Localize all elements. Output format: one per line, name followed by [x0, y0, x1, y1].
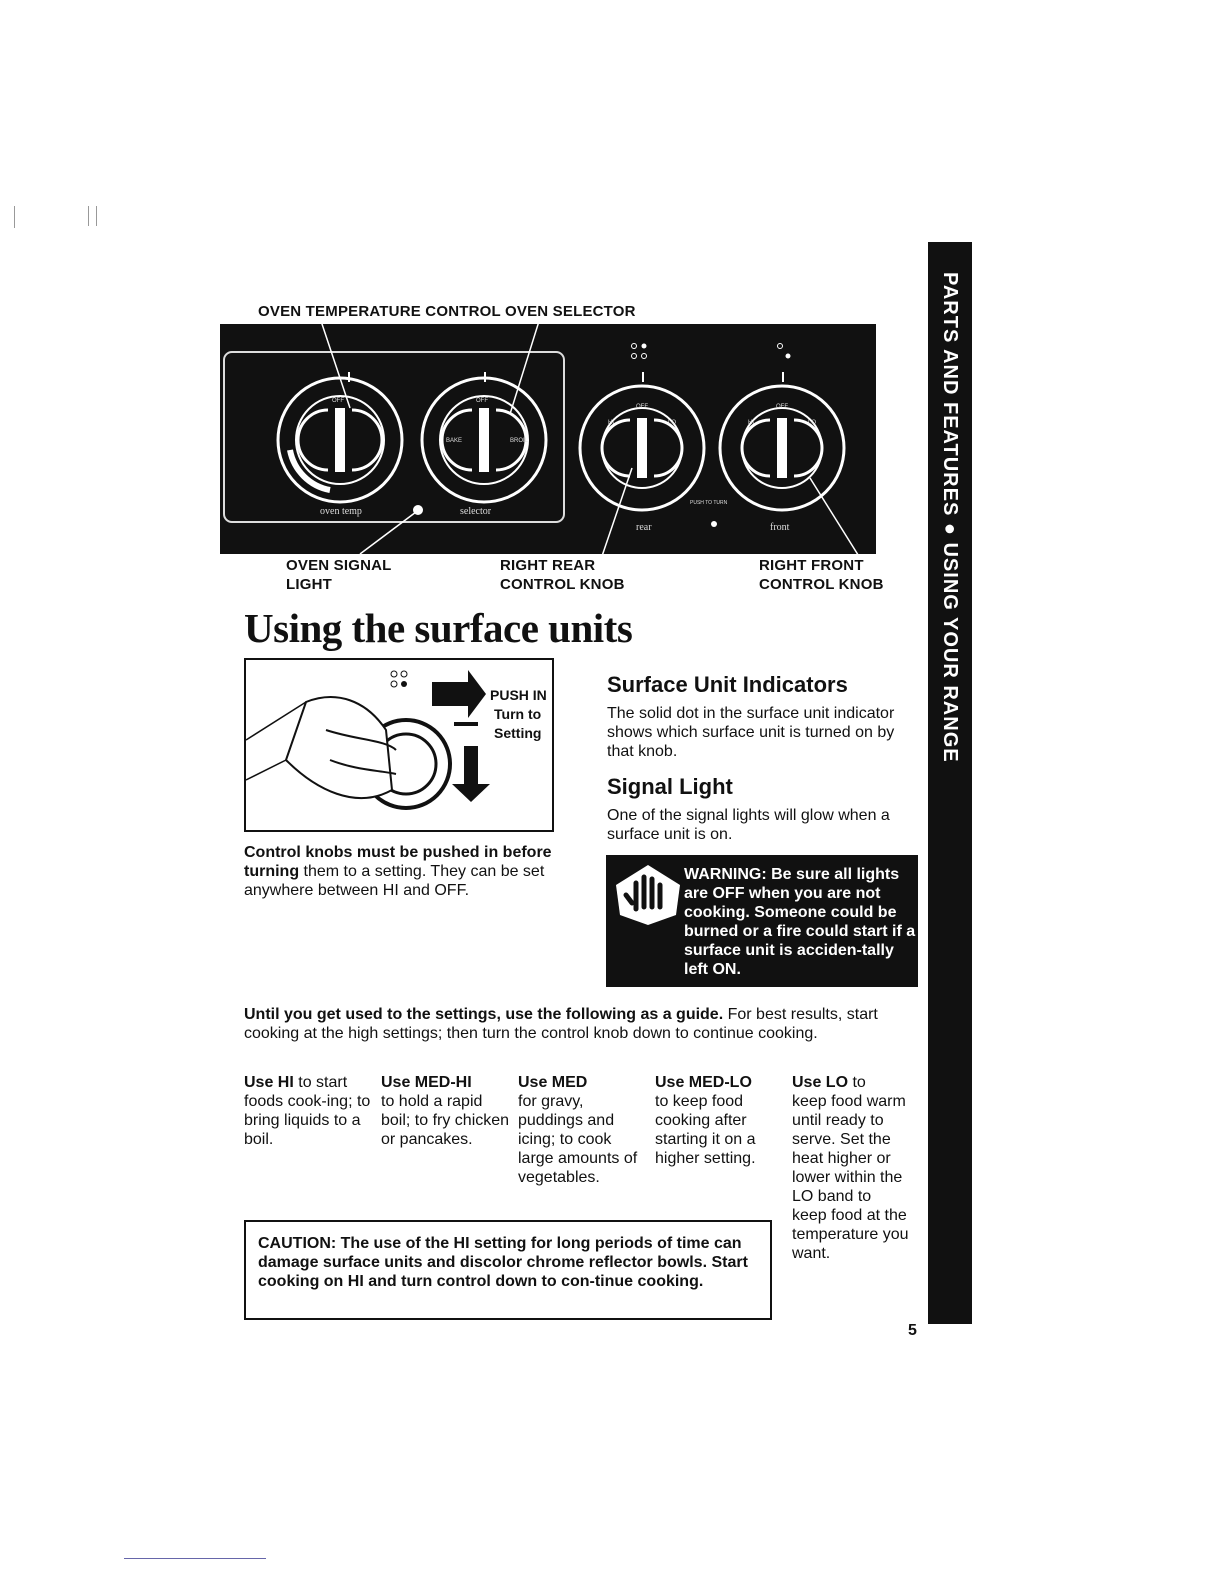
figure-labels: PUSH IN Turn to Setting [490, 687, 547, 741]
svg-text:LO: LO [668, 420, 677, 426]
label-front: front [770, 522, 790, 533]
signal-text: One of the signal lights will glow when a surface unit is on. [607, 807, 890, 843]
warning-box [606, 855, 918, 987]
label-selector: selector [460, 506, 492, 517]
label-push-to-turn: PUSH TO TURN [690, 500, 728, 506]
svg-text:HI: HI [748, 420, 754, 426]
svg-text:LO: LO [808, 420, 817, 426]
caption-right-front-knob: RIGHT FRONT CONTROL KNOB [759, 557, 884, 593]
setting-lo: Use LO to keep food warm until ready to serve. Set the heat higher or lower within the LO band to keep food at the temperature you want. [792, 1074, 909, 1262]
svg-text:HI: HI [608, 420, 614, 426]
caption-oven-signal-light: OVEN SIGNAL LIGHT [286, 557, 392, 593]
svg-text:BROIL: BROIL [510, 438, 529, 444]
heading-signal-light: Signal Light [607, 774, 733, 799]
caption-oven-temperature-control: OVEN TEMPERATURE CONTROL [258, 303, 501, 320]
caption-right-rear-knob: RIGHT REAR CONTROL KNOB [500, 557, 625, 593]
label-oven-temp: oven temp [320, 506, 362, 517]
setting-med-lo: Use MED-LO to keep food cooking after starting it on a higher setting. [655, 1074, 756, 1167]
svg-text:OFF: OFF [636, 404, 648, 410]
warning-text: WARNING: Be sure all lights are OFF when you are not cooking. Someone could be burned or a fire could start if a surface unit is acciden-tally left ON. [684, 866, 916, 978]
knob-figure [244, 658, 554, 832]
knob-caption: Control knobs must be pushed in before turning them to a setting. They can be set anywhere between HI and OFF. [244, 844, 552, 899]
indicators-text: The solid dot in the surface unit indicator shows which surface unit is turned on by that knob. [607, 705, 895, 760]
svg-text:OFF: OFF [332, 398, 344, 404]
guide-paragraph: Until you get used to the settings, use the following as a guide. For best results, start cooking at the high settings; then turn the control knob down to continue cooking. [244, 1006, 878, 1042]
footer-rule [124, 1558, 266, 1559]
scan-mark [88, 206, 89, 226]
page-title: Using the surface units [244, 605, 633, 651]
setting-hi: Use HI to start foods cook-ing; to bring liquids to a boil. [244, 1074, 371, 1148]
oven-temp-knob [278, 378, 402, 502]
page-number: 5 [908, 1322, 917, 1339]
heading-surface-unit-indicators: Surface Unit Indicators [607, 672, 848, 697]
caution-box [244, 1220, 772, 1320]
scan-mark [96, 206, 97, 226]
control-panel-illustration [220, 318, 876, 554]
sidebar-label: PARTS AND FEATURES ● USING YOUR RANGE [939, 272, 961, 763]
caption-oven-selector: OVEN SELECTOR [505, 303, 636, 320]
scan-mark [14, 206, 15, 228]
label-rear: rear [636, 522, 652, 533]
svg-text:OFF: OFF [776, 404, 788, 410]
setting-med-hi: Use MED-HI to hold a rapid boil; to fry chicken or pancakes. [381, 1074, 510, 1148]
setting-med: Use MED for gravy, puddings and icing; to cook large amounts of vegetables. [518, 1074, 638, 1186]
svg-text:OFF: OFF [476, 398, 488, 404]
section-sidebar [928, 242, 972, 1324]
caution-text: CAUTION: The use of the HI setting for long periods of time can damage surface units and discolor chrome reflector bowls. Start cooking on HI and turn control down to con-tinue cooking. [258, 1235, 748, 1290]
svg-text:BAKE: BAKE [446, 438, 463, 444]
